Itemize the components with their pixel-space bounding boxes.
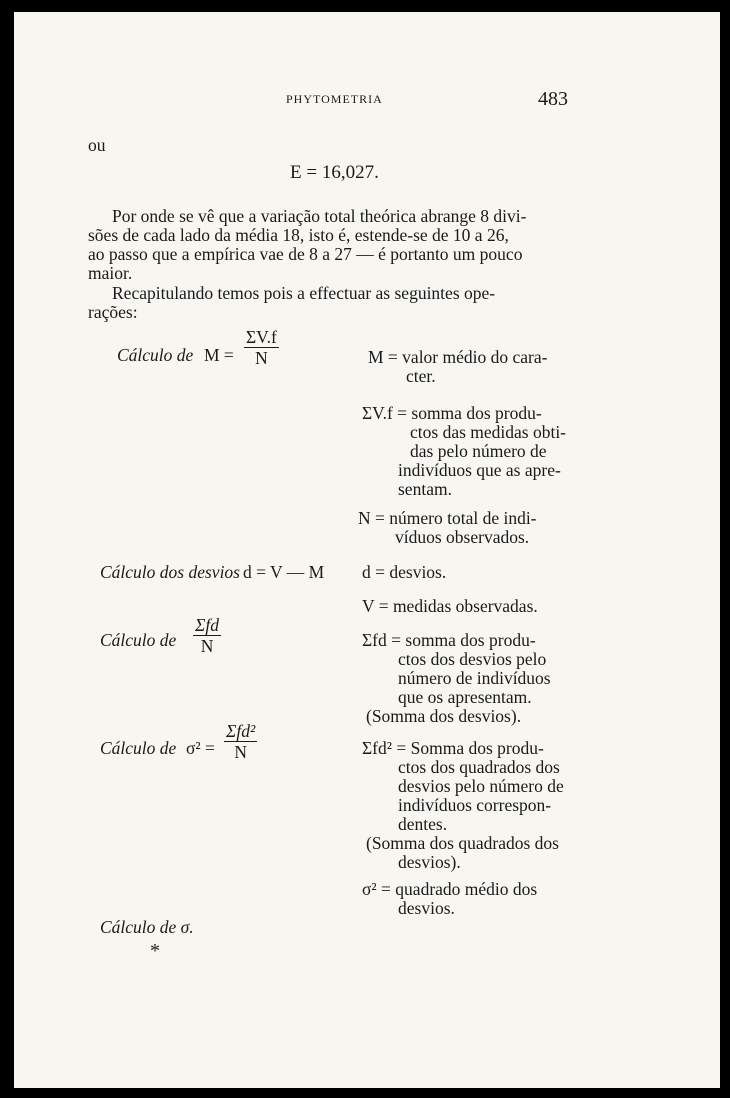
definition-line: das pelo número de xyxy=(410,441,547,461)
definition-d: d = desvios. xyxy=(362,562,447,582)
definition-line: ctos dos quadrados dos xyxy=(398,757,560,777)
calc-desvios-formula: d = V — M xyxy=(243,562,325,582)
definition-line: Σfd² = Somma dos produ- xyxy=(362,738,544,758)
calc-sfd-label: Cálculo de xyxy=(100,630,177,650)
paragraph-variation xyxy=(88,207,572,283)
running-header-title: PHYTOMETRIA xyxy=(286,92,383,106)
definition-line: desvios). xyxy=(398,852,461,872)
definition-line: dentes. xyxy=(398,814,448,834)
definition-line: sentam. xyxy=(398,479,452,499)
definition-SVf xyxy=(362,404,566,499)
definition-line: indivíduos correspon- xyxy=(398,795,552,815)
definition-line: número de indivíduos xyxy=(398,668,551,688)
calc-sigma2-label: Cálculo de xyxy=(100,738,177,758)
definition-N xyxy=(358,509,537,547)
paragraph-recap xyxy=(88,284,572,322)
calc-sigma2-lhs: σ² = xyxy=(186,738,215,758)
paragraph-line: sões de cada lado da média 18, isto é, estende-se de 10 a 26, xyxy=(88,225,509,245)
fraction-denominator: N xyxy=(255,348,268,368)
fraction-numerator: Σfd xyxy=(195,615,220,635)
fraction-denominator: N xyxy=(200,636,214,656)
paragraph-line: Por onde se vê que a variação total theórica abrange 8 divi- xyxy=(112,206,527,226)
definition-line: σ² = quadrado médio dos xyxy=(362,879,538,899)
definition-line: desvios. xyxy=(398,898,455,918)
fraction-numerator: Σfd² xyxy=(226,721,256,741)
definition-line: que os apresentam. xyxy=(398,687,532,707)
paragraph-line: maior. xyxy=(88,263,133,283)
calc-sfd-fraction xyxy=(193,615,221,656)
calc-sigma-label: Cálculo de σ. xyxy=(100,917,194,937)
definition-line: ctos dos desvios pelo xyxy=(398,649,547,669)
definition-line: víduos observados. xyxy=(395,527,530,547)
definition-line: (Somma dos desvios). xyxy=(366,706,522,726)
definition-line: indivíduos que as apre- xyxy=(398,460,561,480)
fraction-numerator: ΣV.f xyxy=(246,327,277,347)
equation-E: E = 16,027. xyxy=(290,162,379,183)
definition-line: desvios pelo número de xyxy=(398,776,564,796)
definition-line: M = valor médio do cara- xyxy=(368,347,548,367)
calc-M-lhs: M = xyxy=(204,345,234,365)
definition-sigma2 xyxy=(362,880,537,918)
calc-sigma2-fraction xyxy=(224,721,257,762)
paragraph-line: Recapitulando temos pois a effectuar as seguintes ope- xyxy=(112,283,496,303)
definition-line: (Somma dos quadrados dos xyxy=(366,833,559,853)
definition-line: N = número total de indi- xyxy=(358,508,537,528)
calc-M-fraction xyxy=(244,327,279,368)
footnote-mark: * xyxy=(150,940,160,962)
definition-line: cter. xyxy=(406,366,436,386)
calc-desvios-label: Cálculo dos desvios xyxy=(100,562,240,582)
paragraph-line: ao passo que a empírica vae de 8 a 27 — é portanto um pouco xyxy=(88,244,523,264)
fraction-denominator: N xyxy=(234,742,247,762)
word-ou: ou xyxy=(88,135,106,155)
page-number: 483 xyxy=(538,88,568,110)
definition-line: ctos das medidas obti- xyxy=(410,422,567,442)
definition-line: ΣV.f = somma dos produ- xyxy=(362,403,542,423)
definition-sfd2 xyxy=(362,739,564,872)
calc-M-label: Cálculo de xyxy=(117,345,194,365)
definition-V: V = medidas observadas. xyxy=(362,596,538,616)
definition-M xyxy=(368,348,547,386)
paragraph-line: rações: xyxy=(88,302,138,322)
definition-line: Σfd = somma dos produ- xyxy=(362,630,536,650)
definition-sfd xyxy=(362,631,551,726)
